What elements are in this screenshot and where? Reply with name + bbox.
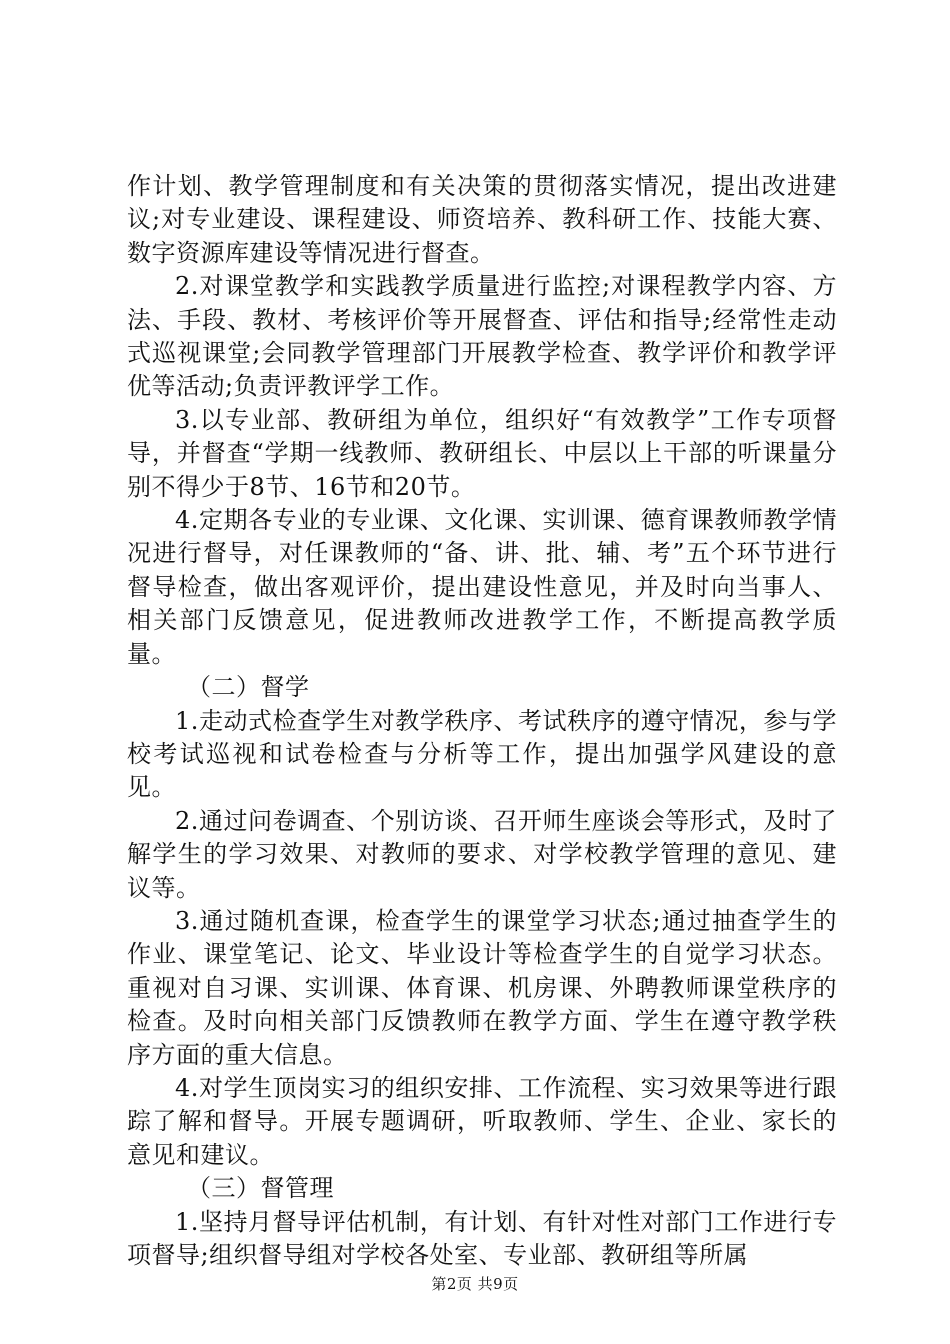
document-body [127, 170, 837, 1272]
paragraph-item-2: 2.对课堂教学和实践教学质量进行监控;对课程教学内容、方法、手段、教材、考核评价等开展督查、评估和指导;经常性走动式巡视课堂;会同教学管理部门开展教学检查、教学评价和教学评优等活动;负责评教评学工作。 [127, 272, 837, 401]
paragraph-duguanli-item-1: 1.坚持月督导评估机制，有计划、有针对性对部门工作进行专项督导;组织督导组对学校各处室、专业部、教研组等所属 [127, 1207, 837, 1269]
page-footer [0, 1273, 950, 1294]
page-number-label: 第2页 共9页 [431, 1275, 519, 1293]
paragraph-dux-item-4: 4.对学生顶岗实习的组织安排、工作流程、实习效果等进行跟踪了解和督导。开展专题调研，听取教师、学生、企业、家长的意见和建议。 [127, 1073, 837, 1169]
paragraph-dux-item-2: 2.通过问卷调查、个别访谈、召开师生座谈会等形式，及时了解学生的学习效果、对教师的要求、对学校教学管理的意见、建议等。 [127, 806, 837, 902]
paragraph-dux-item-1: 1.走动式检查学生对教学秩序、考试秩序的遵守情况，参与学校考试巡视和试卷检查与分析等工作，提出加强学风建设的意见。 [127, 706, 837, 802]
paragraph-item-4: 4.定期各专业的专业课、文化课、实训课、德育课教师教学情况进行督导，对任课教师的“备、讲、批、辅、考”五个环节进行督导检查，做出客观评价，提出建设性意见，并及时向当事人、相关部门反馈意见，促进教师改进教学工作，不断提高教学质量。 [127, 506, 837, 668]
section-heading-duguanli: （三）督管理 [187, 1174, 334, 1203]
paragraph-item-3: 3.以专业部、教研组为单位，组织好“有效教学”工作专项督导，并督查“学期一线教师、教研组长、中层以上干部的听课量分别不得少于8节、16节和20节。 [127, 405, 837, 501]
section-heading-dux: （二）督学 [187, 673, 310, 702]
paragraph-dux-item-3: 3.通过随机查课，检查学生的课堂学习状态;通过抽查学生的作业、课堂笔记、论文、毕业设计等检查学生的自觉学习状态。重视对自习课、实训课、体育课、机房课、外聘教师课堂秩序的检查。及时向相关部门反馈教师在教学方面、学生在遵守教学秩序方面的重大信息。 [127, 906, 837, 1069]
paragraph-continuation: 作计划、教学管理制度和有关决策的贯彻落实情况，提出改进建议;对专业建设、课程建设、师资培养、教科研工作、技能大赛、数字资源库建设等情况进行督查。 [127, 172, 837, 267]
